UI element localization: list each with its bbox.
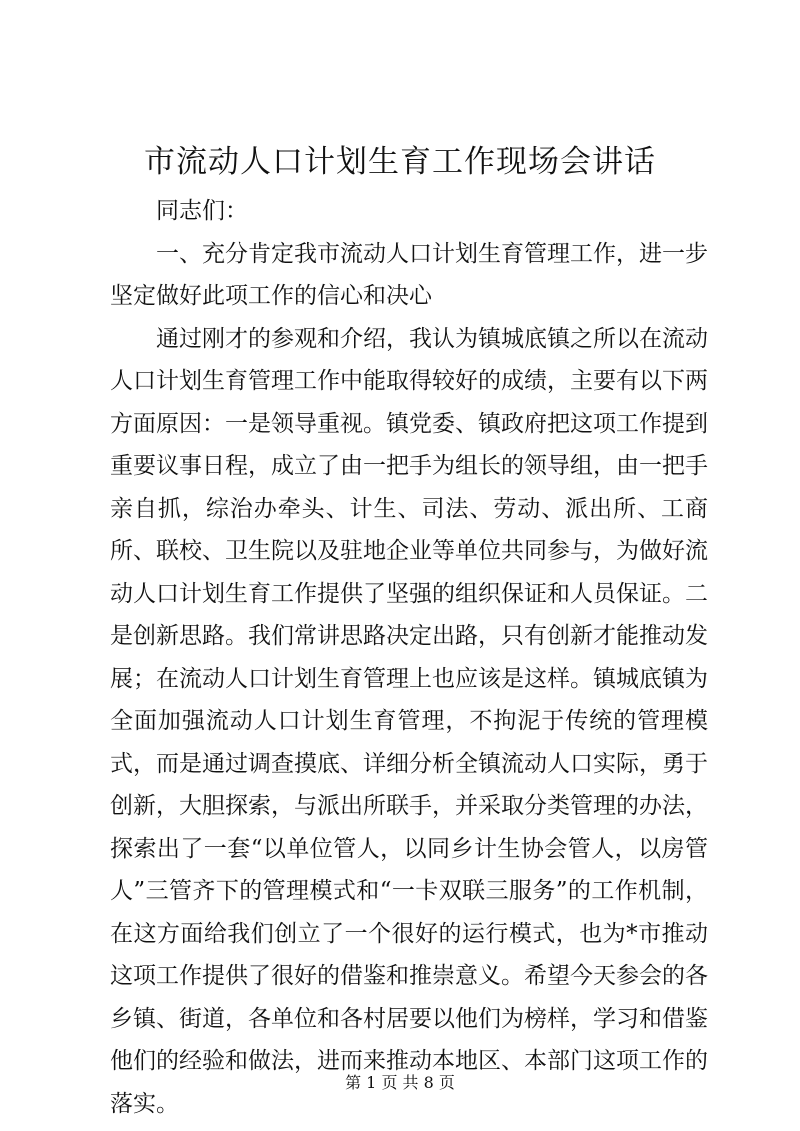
document-title: 市流动人口计划生育工作现场会讲话 — [144, 144, 656, 180]
document-body — [110, 190, 708, 1125]
section-heading: 一、充分肯定我市流动人口计划生育管理工作，进一步坚定做好此项工作的信心和决心 — [110, 240, 708, 309]
body-paragraph: 通过刚才的参观和介绍，我认为镇城底镇之所以在流动人口计划生育管理工作中能取得较好的成绩，主要有以下两方面原因：一是领导重视。镇党委、镇政府把这项工作提到重要议事日程，成立了由一把手为组长的领导组，由一把手亲自抓，综治办牵头、计生、司法、劳动、派出所、工商所、联校、卫生院以及驻地企业等单位共同参与，为做好流动人口计划生育工作提供了坚强的组织保证和人员保证。二是创新思路。我们常讲思路决定出路，只有创新才能推动发展；在流动人口计划生育管理上也应该是这样。镇城底镇为全面加强流动人口计划生育管理，不拘泥于传统的管理模式，而是通过调查摸底、详细分析全镇流动人口实际，勇于创新，大胆探索，与派出所联手，并采取分类管理的办法，探索出了一套“以单位管人，以同乡计生协会管人，以房管人”三管齐下的管理模式和“一卡双联三服务”的工作机制，在这方面给我们创立了一个很好的运行模式，也为*市推动这项工作提供了很好的借鉴和推崇意义。希望今天参会的各乡镇、街道，各单位和各村居要以他们为榜样，学习和借鉴他们的经验和做法，进而来推动本地区、本部门这项工作的落实。 — [110, 325, 708, 1117]
page-footer: 第 1 页 共 8 页 — [345, 1073, 455, 1092]
greeting: 同志们： — [156, 198, 248, 224]
